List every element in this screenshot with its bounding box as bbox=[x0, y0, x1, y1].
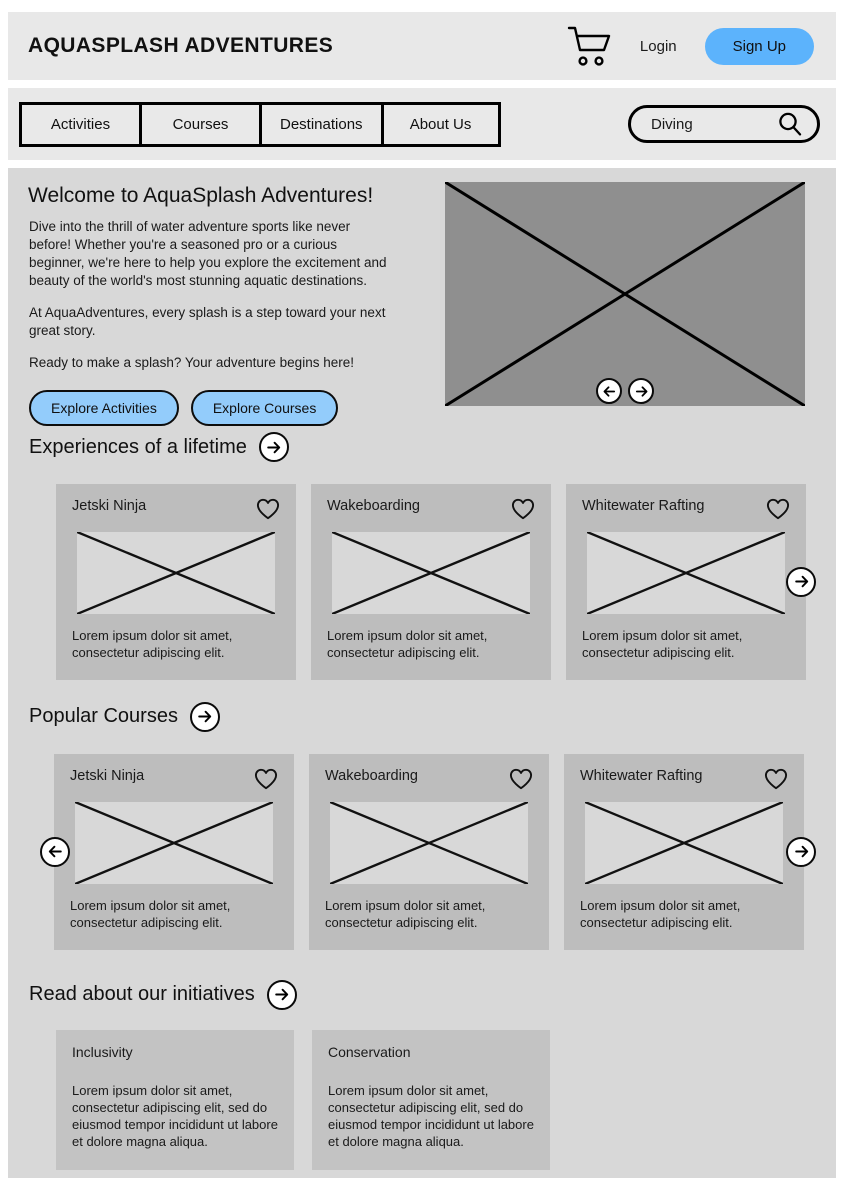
heart-icon[interactable] bbox=[766, 498, 790, 520]
card-title: Wakeboarding bbox=[325, 767, 418, 784]
hero-prev-arrow-left-icon[interactable] bbox=[596, 378, 622, 404]
card-image-placeholder bbox=[585, 802, 783, 884]
search-icon[interactable] bbox=[777, 111, 803, 137]
initiative-description: Lorem ipsum dolor sit amet, consectetur adipiscing elit, sed do eiusmod tempor incididunt ut labore et dolore magna aliqua. bbox=[328, 1082, 534, 1150]
experiences-more-arrow-right-icon[interactable] bbox=[259, 432, 289, 462]
popular-courses-title: Popular Courses bbox=[29, 705, 178, 728]
card-image-placeholder bbox=[587, 532, 785, 614]
popular-courses-card-list bbox=[8, 754, 836, 950]
nav-tab-list bbox=[19, 102, 501, 147]
hero-next-arrow-right-icon[interactable] bbox=[628, 378, 654, 404]
initiative-card[interactable] bbox=[312, 1030, 550, 1171]
explore-courses-button[interactable]: Explore Courses bbox=[191, 390, 339, 426]
hero-carousel-controls bbox=[596, 378, 654, 404]
initiative-title: Conservation bbox=[328, 1043, 411, 1060]
experiences-next-arrow-right-icon[interactable] bbox=[786, 567, 816, 597]
card-image-placeholder bbox=[330, 802, 528, 884]
initiatives-section bbox=[8, 980, 836, 1171]
nav-tab-destinations[interactable]: Destinations bbox=[259, 102, 381, 147]
shopping-cart-icon[interactable] bbox=[566, 24, 612, 68]
initiative-title: Inclusivity bbox=[72, 1043, 133, 1060]
explore-activities-button[interactable]: Explore Activities bbox=[29, 390, 179, 426]
initiatives-more-arrow-right-icon[interactable] bbox=[267, 980, 297, 1010]
card-header bbox=[72, 498, 280, 520]
course-card[interactable] bbox=[309, 754, 549, 950]
search-input[interactable]: Diving bbox=[651, 115, 693, 133]
hero-image-placeholder bbox=[445, 182, 805, 406]
brand-logo-text: AQUASPLASH ADVENTURES bbox=[28, 34, 334, 57]
heart-icon[interactable] bbox=[509, 768, 533, 790]
hero-paragraph-2: At AquaAdventures, every splash is a step toward your next great story. bbox=[29, 304, 386, 338]
card-image-placeholder bbox=[77, 532, 275, 614]
popular-courses-more-arrow-right-icon[interactable] bbox=[190, 702, 220, 732]
experiences-title: Experiences of a lifetime bbox=[29, 435, 247, 458]
experience-card[interactable] bbox=[56, 484, 296, 680]
initiative-card[interactable] bbox=[56, 1030, 294, 1171]
hero-cta-group bbox=[29, 390, 338, 426]
initiative-description: Lorem ipsum dolor sit amet, consectetur adipiscing elit, sed do eiusmod tempor incididunt ut labore et dolore magna aliqua. bbox=[72, 1082, 278, 1150]
card-header bbox=[70, 768, 278, 790]
main-content bbox=[8, 168, 836, 1178]
popular-courses-next-arrow-right-icon[interactable] bbox=[786, 837, 816, 867]
heart-icon[interactable] bbox=[256, 498, 280, 520]
card-header bbox=[580, 768, 788, 790]
initiatives-title: Read about our initiatives bbox=[29, 983, 255, 1006]
popular-courses-carousel bbox=[8, 754, 836, 950]
nav-tab-courses[interactable]: Courses bbox=[139, 102, 259, 147]
card-title: Whitewater Rafting bbox=[580, 767, 703, 784]
experience-card[interactable] bbox=[311, 484, 551, 680]
popular-courses-section-header bbox=[29, 702, 836, 732]
experiences-section bbox=[8, 432, 836, 680]
card-image-placeholder bbox=[332, 532, 530, 614]
heart-icon[interactable] bbox=[764, 768, 788, 790]
card-image-placeholder bbox=[75, 802, 273, 884]
course-card[interactable] bbox=[54, 754, 294, 950]
login-link[interactable]: Login bbox=[639, 37, 677, 55]
main-navigation-bar bbox=[8, 88, 836, 160]
card-description: Lorem ipsum dolor sit amet, consectetur adipiscing elit. bbox=[582, 628, 743, 660]
heart-icon[interactable] bbox=[511, 498, 535, 520]
card-description: Lorem ipsum dolor sit amet, consectetur adipiscing elit. bbox=[327, 628, 488, 660]
hero-title: Welcome to AquaSplash Adventures! bbox=[28, 184, 374, 207]
hero-paragraph-3: Ready to make a splash? Your adventure begins here! bbox=[29, 354, 354, 370]
popular-courses-section bbox=[8, 702, 836, 950]
experiences-card-list bbox=[8, 484, 836, 680]
popular-courses-prev-arrow-left-icon[interactable] bbox=[40, 837, 70, 867]
hero-section bbox=[8, 168, 836, 428]
nav-tab-about-us[interactable]: About Us bbox=[381, 102, 501, 147]
card-description: Lorem ipsum dolor sit amet, consectetur adipiscing elit. bbox=[325, 897, 486, 930]
course-card[interactable] bbox=[564, 754, 804, 950]
hero-paragraph-1: Dive into the thrill of water adventure sports like never before! Whether you're a seasoned pro or a curious beginner, we're here to help you explore the excitement and beauty of the world's most stunning aquatic destinations. bbox=[29, 219, 387, 288]
site-header bbox=[8, 12, 836, 80]
signup-button[interactable]: Sign Up bbox=[705, 28, 814, 65]
card-header bbox=[327, 498, 535, 520]
initiatives-section-header bbox=[29, 980, 836, 1010]
card-title: Jetski Ninja bbox=[72, 498, 147, 514]
card-header bbox=[582, 498, 790, 520]
experiences-carousel bbox=[8, 484, 836, 680]
search-box[interactable] bbox=[628, 105, 820, 143]
card-title: Whitewater Rafting bbox=[582, 498, 705, 514]
initiatives-card-list bbox=[8, 1030, 836, 1171]
card-title: Jetski Ninja bbox=[70, 767, 145, 784]
experience-card[interactable] bbox=[566, 484, 806, 680]
card-header bbox=[325, 768, 533, 790]
header-actions bbox=[566, 24, 814, 68]
card-description: Lorem ipsum dolor sit amet, consectetur adipiscing elit. bbox=[72, 628, 233, 660]
nav-tab-activities[interactable]: Activities bbox=[19, 102, 139, 147]
experiences-section-header bbox=[29, 432, 836, 462]
card-title: Wakeboarding bbox=[327, 498, 420, 514]
heart-icon[interactable] bbox=[254, 768, 278, 790]
hero-copy bbox=[29, 218, 389, 372]
card-description: Lorem ipsum dolor sit amet, consectetur adipiscing elit. bbox=[70, 897, 231, 930]
card-description: Lorem ipsum dolor sit amet, consectetur adipiscing elit. bbox=[580, 897, 741, 930]
